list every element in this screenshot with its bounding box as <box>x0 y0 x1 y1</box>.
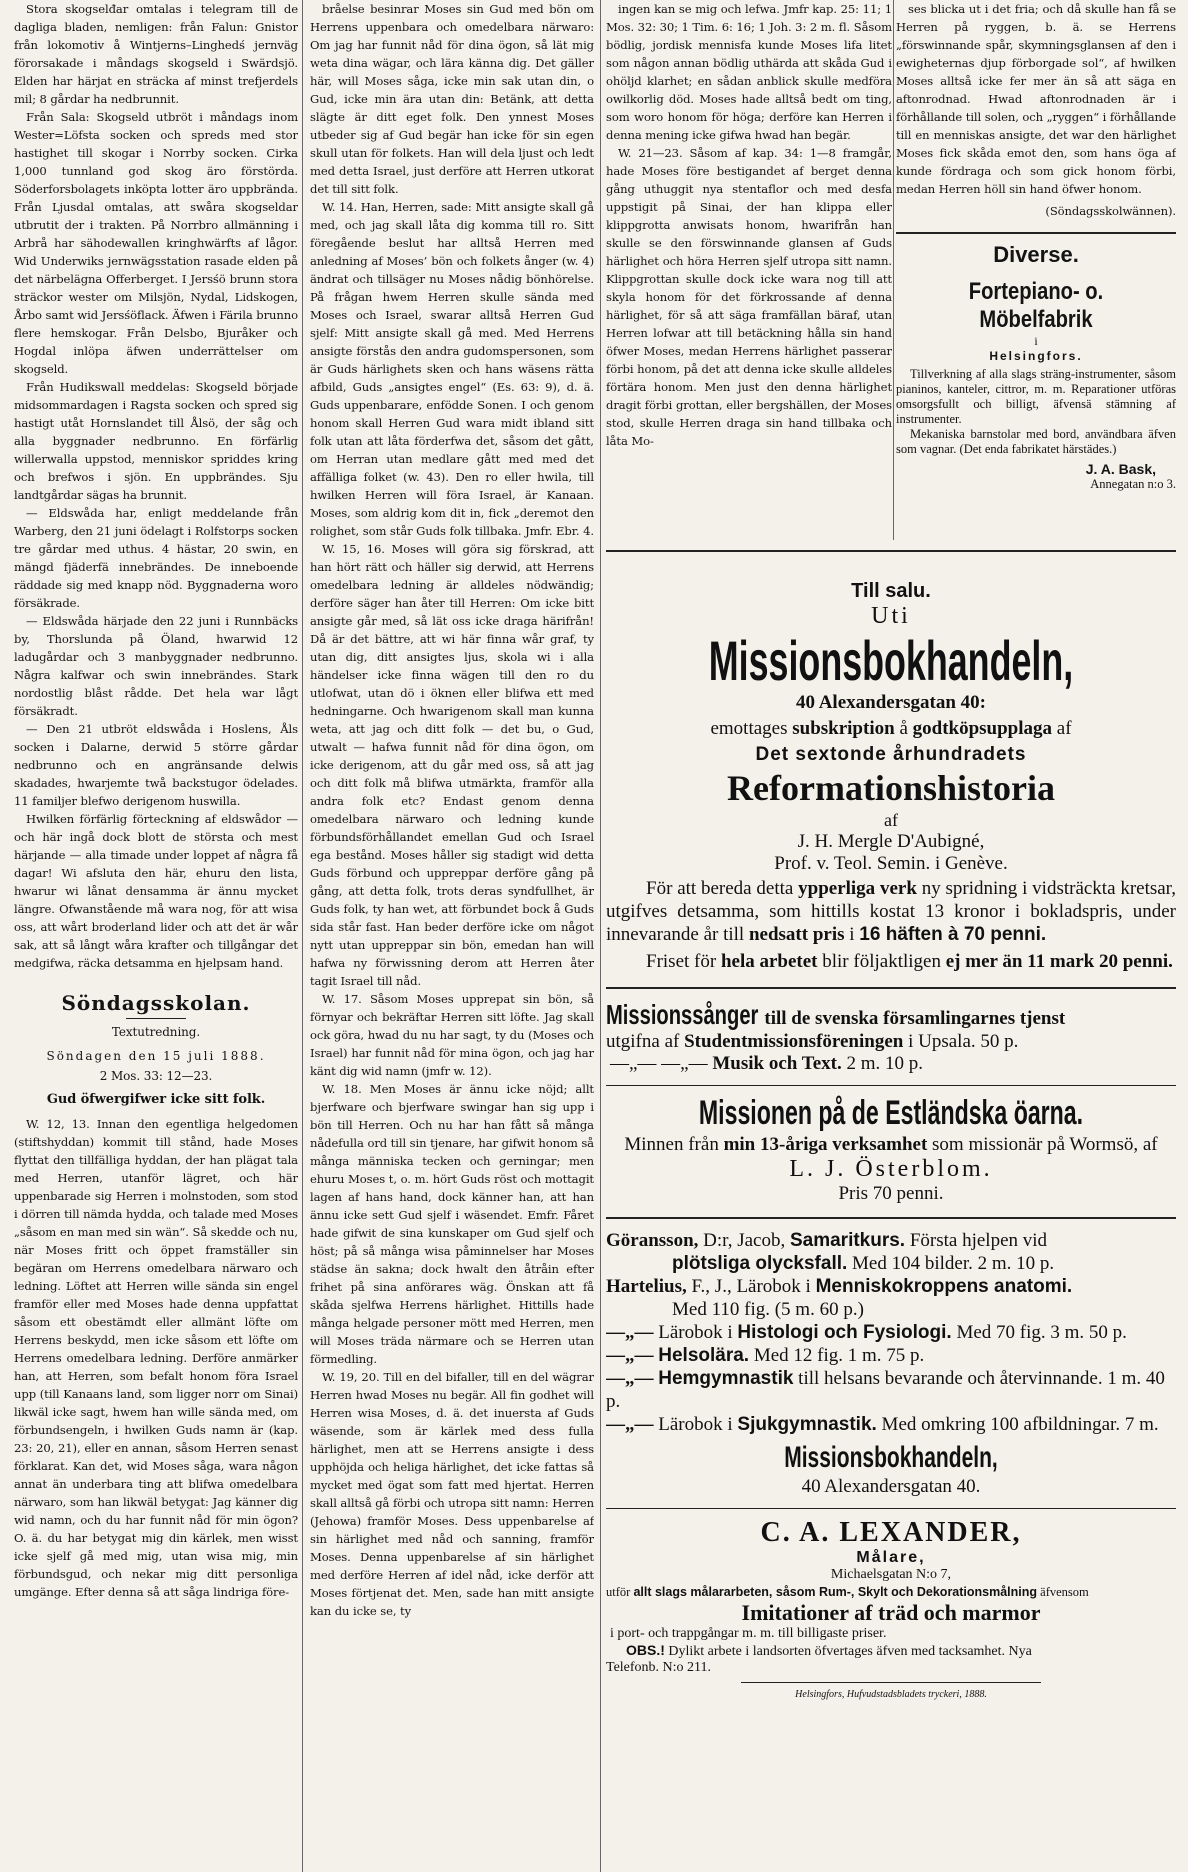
paragraph: W. 18. Men Moses är ännu icke nöjd; allt bjerfware och bjerfware swingar han sig upp i bön till Herren. Och nu har han fått så många nådefulla ord till sin tjenare, har gifwit honom så många människa tecken och gerningar; men ehuru Moses t, o. m. hört Guds röst och mottagit lagen af hans hand, dock känner han, att han ännu icke sett Gud sjelf i wäsendet. Emfr. Fåret hade gifwit de sina kunskaper om Gud sjelf och höst; på så många wisa påminnelser har Moses städse än sakna; dock hwalt den åtråin efter frihet på sina anförares wäg. Önskan att få skåda sjelfwa Herrens härlighet. Hittills hade många helgade personer mött med Herren, men will Moses träda närmare och se Herren utan förmedling. <box>310 1082 594 1366</box>
book-item <box>606 1413 1176 1436</box>
text: i Upsala. 50 p. <box>908 1031 1019 1052</box>
paragraph: Hwilken förfärlig förteckning af eldswådor — och här ingå dock blott de största och mest härjande — alla timade under loppet af några få dagar! Wi afsluta den här, ehuru den lista, hwarur wi lånat densamma är ännu mycket längre. Ofwanstående må wara nog, för att wisa oss, att wårt broderland lider och att det är wår sak, att så långt wåra krafter och tillgångar det medgifwa, räcka detsamma en hjelpsam hand. <box>14 812 298 970</box>
divider <box>896 232 1176 234</box>
text: Friset för <box>646 951 717 972</box>
text: —„— <box>606 1414 654 1435</box>
malare: Målare, <box>856 1549 926 1566</box>
text: —„— —„— <box>610 1053 708 1074</box>
text: godtköpsupplaga <box>912 718 1053 739</box>
text: subskription <box>792 718 895 739</box>
text: till de svenska församlingarnes tjenst <box>764 1008 1066 1029</box>
telefon: Telefonb. N:o 211. <box>606 1660 712 1675</box>
book-item <box>606 1298 1176 1321</box>
paragraph: Stora skogselđar omtalas i telegram till de dagliga bladen, nemligen: från Falun: Gnistor från lokomotiv å Wintjerns–Linghedś jernväg förorsakade i måndags skogseld i Swärdsjö. Elden har härjat en sträcka af minst trefjerdels mil; 8 gårdar ha nedbrunnit. <box>14 2 298 106</box>
printer: Helsingfors, Hufvudstadsbladets tryckeri, 1888. <box>795 1689 987 1700</box>
paragraph: W. 21—23. Såsom af kap. 34: 1—8 framgår, hade Moses före bestigandet af berget denna gång uthuggit nya stentaflor och med desfa uppstigit på Sinai, der han klippa eller klippgrotta anwisats honom, hwarifrån han skulle se den förswinnande glansen af Guds härlighet och höra Herren sjelf utropa sitt namn. Klippgrottan skulle dock icke wara nog till att skyla honom för det förkrossande af denna härlighet, för så att säga framfällan bäraf, utan Herren lofwar att till betäckning hålla sin hand öfwer Moses, medan Herrens härlighet passerar förbi honom, på det att denna icke skulle alldeles förtära honom. Men just den denna härlighet dragit förbi grottan, eller bergshällen, der Moses stod, skulle Herren draga sin hand tillbaka och låta Mo- <box>606 146 892 448</box>
estland-author: L. J. Österblom. <box>789 1156 993 1182</box>
till-salu: Till salu. <box>851 580 931 602</box>
text: Musik och Text. <box>712 1053 842 1074</box>
price-text <box>606 950 1176 973</box>
text: ej mer än 11 mark 20 penni. <box>945 951 1173 972</box>
fabrik-text: Tillverkning af alla slags sträng-instrumenter, såsom pianinos, kanteler, cittror, m. m. Reparationer utföras omsorgsfullt och billigt, äfvensä stämning af instrumenter. <box>896 367 1176 426</box>
text: Med 110 fig. (5 m. 60 p.) <box>672 1299 864 1320</box>
lesson-date: Söndagen den 15 juli 1888. <box>46 1049 266 1063</box>
book-item <box>606 1275 1176 1298</box>
lesson-reference: 2 Mos. 33: 12—23. <box>99 1069 213 1083</box>
obs-line <box>606 1642 1176 1660</box>
af: af <box>884 810 898 830</box>
paragraph: W. 15, 16. Moses will göra sig förskrad, att han hört rätt och häller sig derwid, att Herrens omedelbara ledning är alldeles nödwändig; derföre säger han åter till Herren: Om icke bitt ansigte går med, så lät oss icke draga härifrån! Då är det bättre, att wi här finna wår graf, ty utan dig, ditt ansigtes ljus, skola wi i alla händelser icke finna wägen till den ro du utlofwat, utan dö i öknen eller blifwa ett med hedningarne. Och hwarigenom skall man kunna weta, att jag och ditt folk — det bu, o Gud, utwalt — hafwa funnit nåd för dina ögon, om icke derigenom, att du går med oss, så att jag och ditt folk må blifwa utmärkta, framför alla andra folk etc? Endast genom denna omedelbara närwaro och ledning kunde förbundsförhållandet emellan Gud och Israel ega bestånd. Moses håller sig stadigt wid detta Guds förbund och uppreppar derföre gång på gång, att detta folk, trots deras syndfullhet, är Guds folk, ty han wet, att förbundet bock å Guds sida står fast. Han beder derföre icke om något nytt utan uppreppar sin bön, emedan han will hafwa ny förwissning derom att Herren åter tagit Israel till nåd. <box>310 542 594 988</box>
column-2 <box>310 0 594 1872</box>
author: J. H. Mergle D'Aubigné, <box>797 831 985 852</box>
signature: (Söndagsskolwännen). <box>1045 204 1176 218</box>
book-item <box>606 1367 1176 1413</box>
paragraph: Från Hudikswall meddelas: Skogseld började midsommardagen i Ragsta socken och spred sig hastigt utåt Hornslandet till Ålsö, der såg och alla byggnader nedbrunno. En förfärlig willerwalla uppstod, menniskor spriddes kring och brefwos i sjön. En uppbrändes. Sju landtgårdar sägas ha brunnit. <box>14 380 298 502</box>
sextonde: Det sextonde århundradets <box>755 744 1027 765</box>
text: ny spridning i vidsträckta kretsar, utgifves detsamma, som hittills kostat 13 kronor i bokladspris, under innevarande år till <box>606 878 1176 945</box>
paragraph: — Den 21 utbröt eldswåda i Hoslens, Åls socken i Dalarne, derwid 5 större gårdar nedbrunno och en angränsande delwis skadades, hwarjemte twå backstugor ödelades. 11 familjer blefwo derigenom huswilla. <box>14 722 298 808</box>
book-title: Hemgymnastik <box>658 1368 794 1389</box>
estland-price: Pris 70 penni. <box>838 1183 944 1204</box>
column-divider <box>600 0 601 1872</box>
text: —„— <box>606 1368 654 1389</box>
text: hela arbetet <box>720 951 818 972</box>
divider <box>126 1018 186 1019</box>
paragraph: W. 17. Såsom Moses upprepat sin bön, så förnyar och bekräftar Herren sitt löfte. Jag skall ock göra, hwad du nu har sagt, ty du (Moses och Israel) har funnit nåd för mina ögon, och jag har känt dig wid namn (jmfr w. 12). <box>310 992 594 1078</box>
reformation-title: Reformationshistoria <box>727 768 1055 808</box>
divider <box>606 1217 1176 1219</box>
text: i <box>849 924 855 945</box>
text: Lärobok i <box>653 1322 738 1343</box>
text: Med 70 fig. 3 m. 50 p. <box>951 1322 1127 1343</box>
emottages-line <box>606 718 1176 740</box>
lexander: C. A. LEXANDER, <box>760 1517 1022 1548</box>
book-title: Histologi och Fysiologi. <box>737 1322 952 1343</box>
imitation-sub: i port- och trappgångar m. m. till billigaste priser. <box>610 1626 887 1641</box>
text: som missionär på Wormsö, af <box>932 1134 1158 1155</box>
lesson-text <box>606 0 892 450</box>
book-item <box>606 1229 1176 1252</box>
missionssanger-line <box>606 999 1176 1031</box>
paragraph: ses blicka ut i det fria; och då skulle han få se Herren på ryggen, b. ä. se Herrens „förswinnande spår, skymningsglansen af den i ewigheternas djup förborgade sol“, af hwilken Moses alltså icke fer mer än så att säga en aftonrodnad. Hwad aftonrodnaden är i förhållande till solen, och „ryggen“ i förhållande till en menniskas ansigte, det war den härlighet Moses fick skåda emot den, som hans öga af kunde fördraga och som gick honom förbi, medan Herren höll sin hand öfwer honom. <box>896 2 1176 196</box>
text: nedsatt pris <box>748 924 845 945</box>
fabrik-owner: J. A. Bask, <box>1085 461 1156 477</box>
fabrik-i: i <box>1034 334 1038 348</box>
store-name: Missionsbokhandeln, <box>708 629 1074 692</box>
text: Göransson, <box>606 1230 699 1251</box>
divider <box>606 1085 1176 1086</box>
fabrik-title: Fortepiano- o. Möbelfabrik <box>968 278 1104 333</box>
divider <box>741 1682 1041 1683</box>
paragraph: W. 12, 13. Innan den egentliga helgedomen (stiftshyddan) kommit till stånd, hade Moses flyttat den tillfälliga hyddan, der han plägat tala med Herren, utanför lägret, och här uppenbarade sig Herren i molnstoden, som stod i dörren till nämda hydda, och talade med Moses „såsom en man med sin wän“. Så skedde och nu, när Moses fritt och öppet framställer sin begäran om Herrens omedelbara närwaro och ledning. Löftet att Herren wille sända sin engel framför eller med Moses hade denna uppfattat såsom ett obestämdt eller allmänt löfte om Herrens beskydd, men icke såsom ett löfte om Herrens omedelbara ledning. Derföre anmärker han, att Herren, som befalt honom föra Israel upp (till Kanaans land, som ligger norr om Sinai) likwäl icke sagt, hwem han wille sända med, om förbundsengeln, i hwilken Guds namn är (kap. 23: 20, 21), eller en annan, såsom Herren senast förklarat. Kan det, wid Moses såga, wara någon annat än underbara ting att blifwa omedelbara närwaro, som han likwäl betygat: Jag känner dig wid namn, och du har funnit nåd för min ögon? O. ä. du har betygat mig din kärlek, men wisst icke sjelf gå med mig, utan wisa mig, min förbundsgud, och nekar mig ditt personliga umgänge. Efter denna så att såga lindriga före- <box>14 1117 298 1599</box>
text: 16 häften à 70 penni. <box>859 924 1047 945</box>
paragraph: — Eldswåda härjade den 22 juni i Runnbäcks by, Thorslunda på Öland, hwarwid 12 ladugårdar och 3 manbyggnader nedbrunno. Några kalfwar och swin innebrändes. Stark nordostlig blåst rådde. Det hela war lågt försäkradt. <box>14 614 298 718</box>
text: —„— <box>606 1322 654 1343</box>
book-title: Samaritkurs. <box>789 1230 906 1251</box>
estland-title: Missionen på de Estländska öarna. <box>698 1094 1084 1132</box>
lesson-text <box>896 0 1176 198</box>
diverse-heading: Diverse. <box>993 242 1079 267</box>
uti: Uti <box>871 603 911 629</box>
fabrik-text-2: Mekaniska barnstolar med bord, användbara äfven som vagnar. (Det enda fabrikatet härstädes.) <box>896 427 1176 456</box>
text: utför <box>606 1585 631 1599</box>
text: Missionssånger <box>606 999 759 1030</box>
text: allt slags målararbeten, såsom Rum-, Skylt och Dekorationsmålning <box>633 1585 1038 1599</box>
imitation: Imitationer af träd och marmor <box>741 1600 1041 1625</box>
text: Med omkring 100 afbildningar. 7 m. <box>876 1414 1159 1435</box>
text: —„— <box>606 1345 654 1366</box>
text: till helsans bevarande och återvinnande. 1 m. 40 p. <box>606 1368 1165 1412</box>
text: blir följaktligen <box>822 951 941 972</box>
paragraph: W. 19, 20. Till en del bifaller, till en del wägrar Herren hwad Moses nu begär. All fin godhet will Herren wisa Moses, d. ä. det inuersta af Guds wäsende, som är kärlek med dess fulla härlighet, men att se Herrens ansigte i dess upphöjda och heliga härlighet, det icke fattas så mycket med ögat som fatt med hjertat. Herren skall alltså gå förbi och utropa sitt namn: Herren (Jehowa) framför Moses. Dess uppenbarelse af sin härlighet med nåd och sanning, framför Moses. Denna uppenbarelse af sin härlighet med derföre Herren af idel nåd, icke derför att Moses förtjenat det. Men, sade han mitt ansigte kan du icke se, ty <box>310 1370 594 1618</box>
text: F., J., Lärobok i <box>686 1276 816 1297</box>
text: utgifna af <box>606 1031 680 1052</box>
book-list <box>606 1229 1176 1436</box>
text: OBS.! <box>626 1642 665 1658</box>
book-title: Helsolära. <box>658 1345 750 1366</box>
lesson-text <box>14 1115 298 1601</box>
paragraph: W. 14. Han, Herren, sade: Mitt ansigte skall gå med, och jag skall låta dig komma till ro. Sitt föregående beslut har alltså Herren med anledning af Moses’ bön och folkets ånger (w. 4) ändrat och tillsäger nu Moses nådig bönhörelse. På frågan hwem Herren skulle sända med Moses och Israel, swarar alltså Herren Gud sjelf: Mitt ansigte skall gå med. Med Herrens ansigte förstås den andra gudomspersonen, som är Guds härlighets sken och hans wäsens rätta afbild, Guds „ansigtes engel“ (Es. 63: 9), d. ä. Guds uppenbarare, enfödde Sonen. I och genom honom skall Herren Gud wara midt ibland sitt folk utan att låta förderfwa det, såsom det gått, om Herran utan medlare gått med med det affälliga folket (w. 43). Den ro eller hwila, till hwilken Herren will föra Israel, är Kanaan. Moses, som aldrig kom dit in, fick „deremot den rolighet, som står Guds folk tillbaka. Jmfr. Ebr. 4. <box>310 200 594 538</box>
store-address-2: 40 Alexandersgatan 40. <box>801 1476 981 1497</box>
book-item <box>606 1344 1176 1367</box>
author-title: Prof. v. Teol. Semin. i Genève. <box>774 853 1008 874</box>
text: Med 12 fig. 1 m. 75 p. <box>749 1345 925 1366</box>
fabrik-city: Helsingfors. <box>989 349 1083 363</box>
divider <box>606 550 1176 552</box>
paragraph: — Eldswåda har, enligt meddelande från Warberg, den 21 juni ödelagt i Rolfstorps socken tre gårdar med uthus. 4 hästar, 20 swin, en mängd fjäderfä innebrändes. De inneboende räddade sig med knapp nöd. Byggnaderna woro försäkrade. <box>14 506 298 610</box>
divider <box>606 1508 1176 1509</box>
estland-sub <box>606 1134 1176 1156</box>
text: Hartelius, <box>606 1276 687 1297</box>
text: Studentmissionsföreningen <box>684 1031 904 1052</box>
column-3 <box>606 0 892 540</box>
text: emottages <box>710 718 788 739</box>
text: Minnen från <box>624 1134 719 1155</box>
column-divider <box>893 0 894 540</box>
lesson-text <box>310 0 594 1620</box>
missionssanger-line-3 <box>606 1053 1176 1075</box>
text: äfvensom <box>1040 1585 1089 1599</box>
missionssanger-line-2 <box>606 1031 1176 1053</box>
utfor-line <box>606 1585 1176 1600</box>
book-item <box>606 1252 1176 1275</box>
book-title: Menniskokroppens anatomi. <box>815 1276 1073 1297</box>
text: min 13-åriga verksamhet <box>723 1134 928 1155</box>
column-1 <box>14 0 298 1872</box>
text: D:r, Jacob, <box>698 1230 790 1251</box>
text: Dylikt arbete i landsorten öfvertages äfven med tacksamhet. Nya <box>668 1644 1032 1659</box>
paragraph: ingen kan se mig och lefwa. Jmfr kap. 25: 11; 1 Mos. 32: 30; 1 Tim. 6: 16; 1 Joh. 3: 2 m. fl. Såsom bödlig, jordisk mennisfa kunde Moses lifa litet som någon annan bödlig uthärda att skåda Gud i ohöljd klarhet; en sådan anblick skulle medföra owilkorlig död. Moses hade alltså bedt om ting, som woro honom för höga; derföre kan Herren i denna mening icke gifwa hwad han begär. <box>606 2 892 142</box>
text: af <box>1056 718 1072 739</box>
news-section <box>14 0 298 972</box>
text: För att bereda detta <box>646 878 794 899</box>
text: Lärobok i <box>653 1414 738 1435</box>
subtitle: Textutredning. <box>111 1025 201 1039</box>
book-title: plötsliga olycksfall. <box>672 1253 848 1274</box>
book-title: Sjukgymnastik. <box>737 1414 877 1435</box>
advertisements <box>606 550 1176 1866</box>
paragraph: Från Sala: Skogseld utbröt i måndags inom Wester=Löfsta socken och spreds med stor hastighet till skogar i Norrby socken. Cirka 1,000 tunnland god skog äro förstörda. Söderforsbolagets inköpta lotter äro uppbrända. Från Ljusdal omtalas, att swåra skogseldar utbrutit der i trakten. På Norrbro allmänning i Arbrå har sähodewallen kringhwärfts af lågor. Wid Underwiks jernwägsstation rasade elden på det närbelägna Offerberget. I Jersśö brunn stora sträckor wester om Milsjön, Nydal, Lidskogen, Årbo samt wid Jersśöflack. Äfwen i Färila brunno flere hemskogar. Från Delsbo, Bjuråker och Hogdal inlöpa äfwen underrättelser om skogseld. <box>14 110 298 376</box>
column-4 <box>896 0 1176 540</box>
store-address: 40 Alexandersgatan 40: <box>796 692 986 713</box>
fabrik-address: Annegatan n:o 3. <box>1090 477 1176 491</box>
michaelsgatan: Michaelsgatan N:o 7, <box>830 1567 952 1582</box>
section-title: Söndagsskolan. <box>61 991 251 1015</box>
divider <box>606 987 1176 989</box>
column-divider <box>302 0 303 1872</box>
text: 2 m. 10 p. <box>846 1053 923 1074</box>
text: Första hjelpen vid <box>905 1230 1048 1251</box>
paragraph: bråelse besinrar Moses sin Gud med bön om Herrens uppenbara och omedelbara närwaro: Om jag har funnit nåd för dina ögon, så lät mig weta dina wägar, och lära känna dig. Det gäller här, will Moses såga, icke min sak utan din, o Gud, icke min ära utan din: Betänk, att detta slägte är ditt eget folk. Den ynnest Moses utbeder sig af Gud begär han icke för sin egen skull utan för folkets. Han will dela ljust och ledt med detta Israel, just derföre att Herren utkorat det till sitt folk. <box>310 2 594 196</box>
lesson-title: Gud öfwergifwer icke sitt folk. <box>46 1092 266 1107</box>
store-name-2: Missionsbokhandeln, <box>784 1441 998 1474</box>
text: Med 104 bilder. 2 m. 10 p. <box>847 1253 1055 1274</box>
text: å <box>899 718 908 739</box>
text: ypperliga verk <box>798 878 917 899</box>
offer-text <box>606 877 1176 946</box>
book-item <box>606 1321 1176 1344</box>
